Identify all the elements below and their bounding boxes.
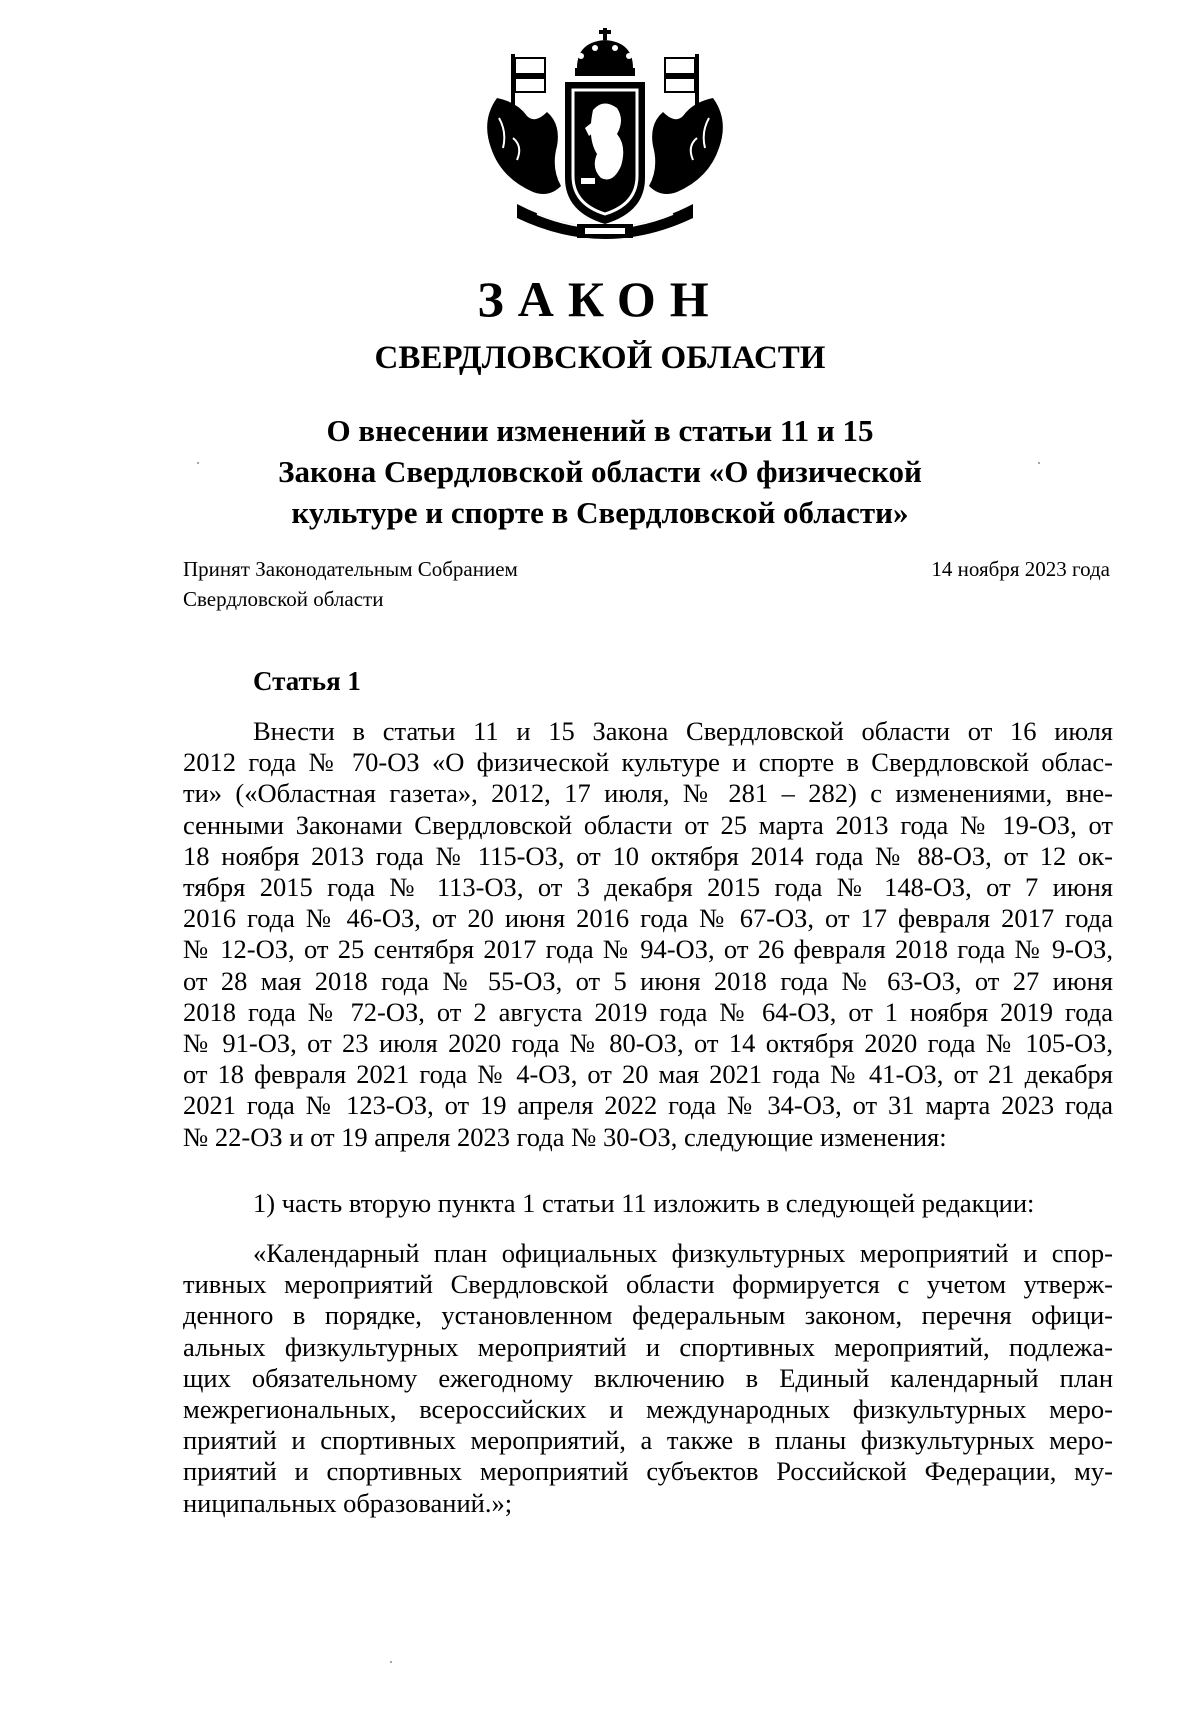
paragraph-line: № 22-ОЗ и от 19 апреля 2023 года № 30-ОЗ, следующие изменения:: [183, 1121, 947, 1152]
paragraph-line: № 12-ОЗ, от 25 сентября 2017 года № 94-ОЗ, от 26 февраля 2018 года № 9-ОЗ,: [183, 934, 1113, 965]
paragraph-line: тября 2015 года № 113-ОЗ, от 3 декабря 2015 года № 148-ОЗ, от 7 июня: [183, 872, 1113, 903]
scan-speck: [197, 462, 199, 464]
paragraph-line: от 28 мая 2018 года № 55-ОЗ, от 5 июня 2018 года № 63-ОЗ, от 27 июня: [183, 965, 1113, 996]
article-heading: Статья 1: [253, 666, 361, 696]
paragraph-line: ти» («Областная газета», 2012, 17 июля, № 281 – 282) с изменениями, вне-: [183, 778, 1113, 809]
adoption-date: 14 ноября 2023 года: [931, 557, 1110, 581]
paragraph-line: 2012 года № 70-ОЗ «О физической культуре и спорте в Свердловской облас-: [183, 747, 1113, 778]
region-heading: СВЕРДЛОВСКОЙ ОБЛАСТИ: [374, 340, 826, 376]
law-heading: ЗАКОН: [477, 271, 723, 327]
scan-speck: [1038, 462, 1040, 464]
paragraph-line: 2016 года № 46-ОЗ, от 20 июня 2016 года № 67-ОЗ, от 17 февраля 2017 года: [183, 903, 1113, 934]
quote-line: приятий и спортивных мероприятий субъектов Российской Федерации, му-: [183, 1456, 1113, 1487]
law-title-line: О внесении изменений в статьи 11 и 15: [326, 413, 874, 448]
paragraph-line: сенными Законами Свердловской области от 25 марта 2013 года № 19-ОЗ, от: [183, 809, 1113, 840]
quote-line: альных физкультурных мероприятий и спортивных мероприятий, подлежа-: [183, 1331, 1113, 1362]
coat-of-arms-emblem: [477, 28, 733, 254]
quote-line: приятий и спортивных мероприятий, а также в планы физкультурных меро-: [183, 1425, 1113, 1456]
adopted-by-line: Принят Законодательным Собранием: [183, 557, 518, 581]
quote-line: щих обязательному ежегодному включению в Единый календарный план: [183, 1362, 1113, 1393]
quote-line: ниципальных образований.»;: [183, 1487, 513, 1518]
adopted-by-line: Свердловской области: [183, 587, 384, 611]
article-paragraph: [183, 716, 1113, 1153]
paragraph-line: Внести в статьи 11 и 15 Закона Свердловской области от 16 июля: [253, 716, 1113, 746]
quote-line: межрегиональных, всероссийских и международных физкультурных меро-: [183, 1394, 1113, 1425]
quote-line: «Календарный план официальных физкультурных мероприятий и спор-: [253, 1238, 1113, 1268]
paragraph-line: № 91-ОЗ, от 23 июля 2020 года № 80-ОЗ, от 14 октября 2020 года № 105-ОЗ,: [183, 1028, 1113, 1059]
law-title-line: Закона Свердловской области «О физической: [278, 454, 922, 489]
quoted-text: [183, 1238, 1113, 1519]
quote-line: денного в порядке, установленном федеральным законом, перечня офици-: [183, 1300, 1113, 1331]
paragraph-line: 2021 года № 123-ОЗ, от 19 апреля 2022 года № 34-ОЗ, от 31 марта 2023 года: [183, 1090, 1113, 1121]
amendment-item: 1) часть вторую пункта 1 статьи 11 изложить в следующей редакции:: [253, 1188, 1035, 1218]
quote-line: тивных мероприятий Свердловской области формируется с учетом утверж-: [183, 1269, 1113, 1300]
paragraph-line: 2018 года № 72-ОЗ, от 2 августа 2019 года № 64-ОЗ, от 1 ноября 2019 года: [183, 996, 1113, 1027]
paragraph-line: 18 ноября 2013 года № 115-ОЗ, от 10 октября 2014 года № 88-ОЗ, от 12 ок-: [183, 840, 1113, 871]
law-title-line: культуре и спорте в Свердловской области»: [291, 495, 909, 530]
scan-speck: [390, 1661, 392, 1663]
law-title: [0, 410, 1200, 533]
paragraph-line: от 18 февраля 2021 года № 4-ОЗ, от 20 мая 2021 года № 41-ОЗ, от 21 декабря: [183, 1059, 1113, 1090]
adopted-by: [183, 554, 518, 614]
